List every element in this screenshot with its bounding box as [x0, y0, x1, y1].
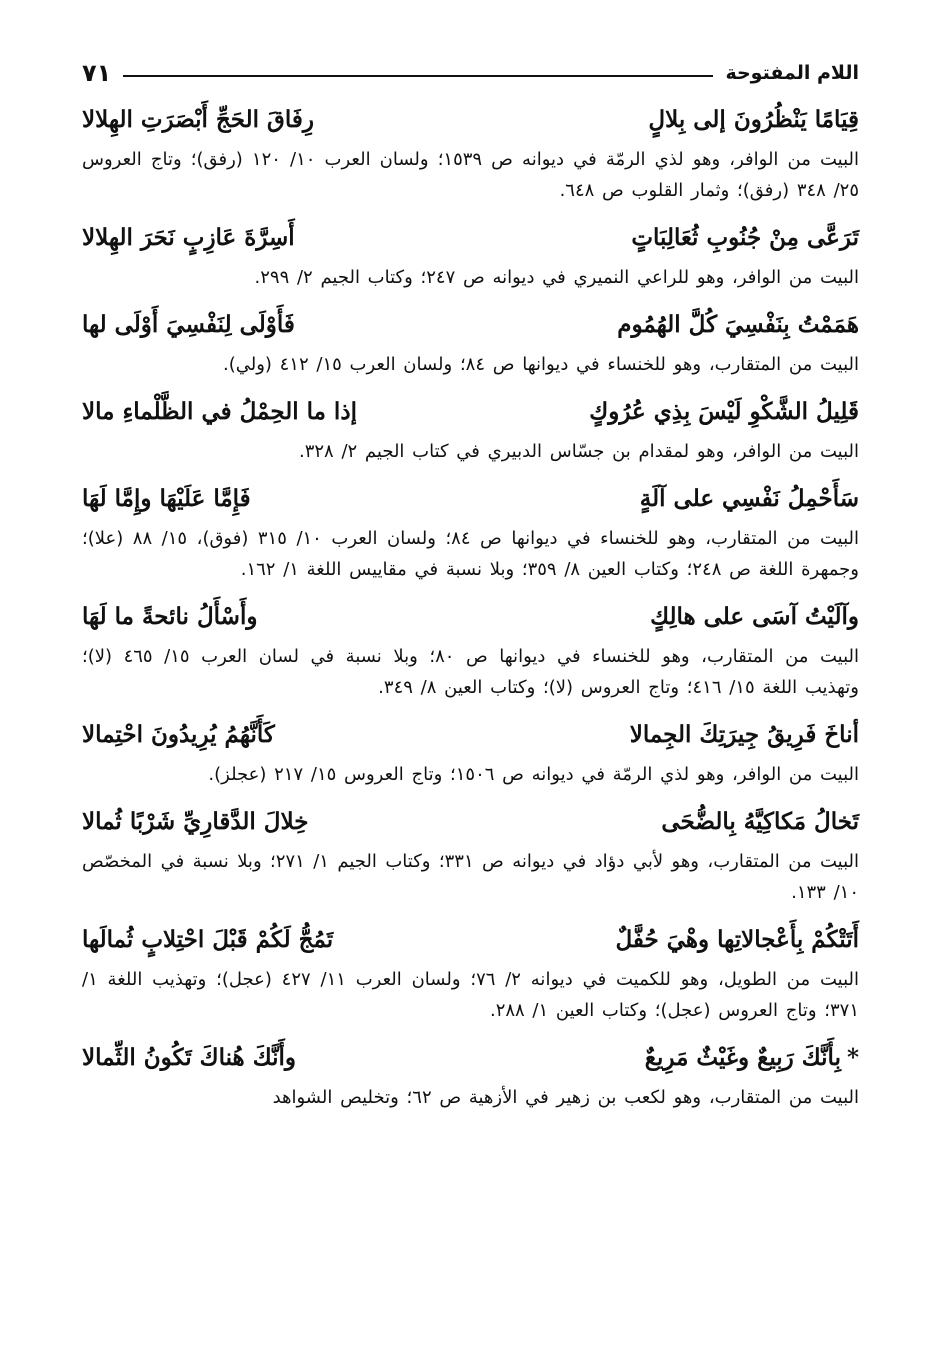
verse-entry [82, 94, 859, 206]
verse-note: البيت من المتقارب، وهو للخنساء في ديوانها ص ٨٠؛ وبلا نسبة في لسان العرب ١٥/ ٤٦٥ (لا)؛ وتهذيب اللغة ١٥/ ٤١٦؛ وتاج العروس (لا)؛ وكتاب العين ٨/ ٣٤٩. [82, 646, 859, 698]
verse-entry [82, 914, 859, 1026]
verse-second-hemistich: أَسِرَّةَ عَازِبٍ نَحَرَ الهِلالا [82, 223, 295, 251]
verse-line [82, 299, 859, 349]
verse-second-hemistich: تَمُجُّ لَكُمْ قَبْلَ احْتِلابٍ ثُمالَها [82, 925, 334, 953]
verse-first-hemistich: سَأَحْمِلُ نَفْسِي على آلَةٍ [639, 484, 859, 512]
verse-first-hemistich: وآلَيْتُ آسَى على هالِكٍ [650, 602, 859, 630]
verse-note: البيت من الطويل، وهو للكميت في ديوانه ٢/ ٧٦؛ ولسان العرب ١١/ ٤٢٧ (عجل)؛ وتهذيب اللغة ١/ ٣٧١؛ وتاج العروس (عجل)؛ وكتاب العين ١/ ٢٨٨. [82, 969, 859, 1021]
header-rule [123, 75, 713, 77]
verse-line [82, 1032, 859, 1082]
verse-note: البيت من المتقارب، وهو للخنساء في ديوانها ص ٨٤؛ ولسان العرب ١٠/ ٣١٥ (فوق)، ١٥/ ٨٨ (علا)؛ وجمهرة اللغة ص ٢٤٨؛ وكتاب العين ٨/ ٣٥٩؛ وبلا نسبة في مقاييس اللغة ١/ ١٦٢. [82, 528, 859, 580]
verse-line [82, 386, 859, 436]
entry-star-mark: * [846, 1043, 859, 1071]
verse-note: البيت من الوافر، وهو للراعي النميري في ديوانه ص ٢٤٧؛ وكتاب الجيم ٢/ ٢٩٩. [254, 267, 859, 288]
verse-line [82, 473, 859, 523]
verse-note: البيت من الوافر، وهو لذي الرمّة في ديوانه ص ١٥٠٦؛ وتاج العروس ١٥/ ٢١٧ (عجلز). [208, 764, 859, 785]
verse-second-hemistich: وأَنَّكَ هُناكَ تَكُونُ الثِّمالا [82, 1043, 296, 1071]
verse-first-hemistich: تَخالُ مَكاكِيَّهُ بِالضُّحَى [661, 807, 859, 835]
page-number: ٧١ [82, 59, 112, 87]
verse-line [82, 591, 859, 641]
verse-entry [82, 473, 859, 585]
verse-second-hemistich: كَأَنَّهُمُ يُرِيدُونَ احْتِمالا [82, 720, 275, 748]
verse-line [82, 709, 859, 759]
verse-entry [82, 299, 859, 380]
verse-entry [82, 709, 859, 790]
verse-entry [82, 796, 859, 908]
verse-line [82, 796, 859, 846]
verse-note: البيت من الوافر، وهو لذي الرمّة في ديوانه ص ١٥٣٩؛ ولسان العرب ١٠/ ١٢٠ (رفق)؛ وتاج العروس ٢٥/ ٣٤٨ (رفق)؛ وثمار القلوب ص ٦٤٨. [82, 149, 859, 201]
verse-second-hemistich: رِفَاقَ الحَجِّ أَبْصَرَتِ الهِلالا [82, 105, 314, 133]
verse-first-hemistich [645, 1044, 859, 1071]
verse-first-hemistich: قَلِيلُ الشَّكْوِ لَيْسَ بِذِي عُرُوكٍ [589, 397, 859, 425]
verse-line [82, 212, 859, 262]
verse-note: البيت من المتقارب، وهو لكعب بن زهير في الأزهية ص ٦٢؛ وتخليص الشواهد [272, 1087, 859, 1108]
verse-second-hemistich: فَأَوْلَى لِنَفْسِيَ أَوْلَى لها [82, 310, 295, 338]
verse-entry [82, 212, 859, 293]
verse-second-hemistich: إذا ما الحِمْلُ في الظَّلْماءِ مالا [82, 397, 357, 425]
verse-first-hemistich-text: بِأَنَّكَ رَبِيعٌ وغَيْثٌ مَرِيعٌ [644, 1043, 841, 1071]
verse-entry [82, 1032, 859, 1113]
verse-note: البيت من المتقارب، وهو لأبي دؤاد في ديوانه ص ٣٣١؛ وكتاب الجيم ١/ ٢٧١؛ وبلا نسبة في المخصّص ١٠/ ١٣٣. [82, 851, 859, 903]
verse-first-hemistich: أناخَ فَرِيقُ جِيرَتِكَ الجِمالا [629, 720, 859, 748]
verse-entry [82, 591, 859, 703]
verse-line [82, 94, 859, 144]
verse-second-hemistich: فَإِمَّا عَلَيْهَا وإِمَّا لَهَا [82, 484, 251, 512]
verse-note: البيت من الوافر، وهو لمقدام بن جسّاس الدبيري في كتاب الجيم ٢/ ٣٢٨. [298, 441, 859, 462]
verse-note: البيت من المتقارب، وهو للخنساء في ديوانها ص ٨٤؛ ولسان العرب ١٥/ ٤١٢ (ولي). [222, 354, 859, 375]
chapter-title: اللام المفتوحة [725, 62, 859, 84]
verse-first-hemistich: هَمَمْتُ بِنَفْسِيَ كُلَّ الهُمُوم [617, 310, 859, 338]
verse-second-hemistich: خِلالَ الدَّقارِيِّ شَرْبًا ثُمالا [82, 807, 309, 835]
verse-first-hemistich: قِيَامًا يَنْظُرُونَ إلى بِلالٍ [648, 105, 859, 133]
verse-first-hemistich: تَرَعَّى مِنْ جُنُوبِ ثُعَالِبَاتٍ [631, 223, 859, 251]
verse-first-hemistich: أَتَتْكُمْ بِأَعْجالاتِها وهْيَ حُفَّلٌ [615, 925, 859, 953]
page-header [82, 52, 859, 94]
verse-second-hemistich: وأَسْأَلُ نائحةً ما لَهَا [82, 602, 258, 630]
verse-line [82, 914, 859, 964]
verse-entry [82, 386, 859, 467]
